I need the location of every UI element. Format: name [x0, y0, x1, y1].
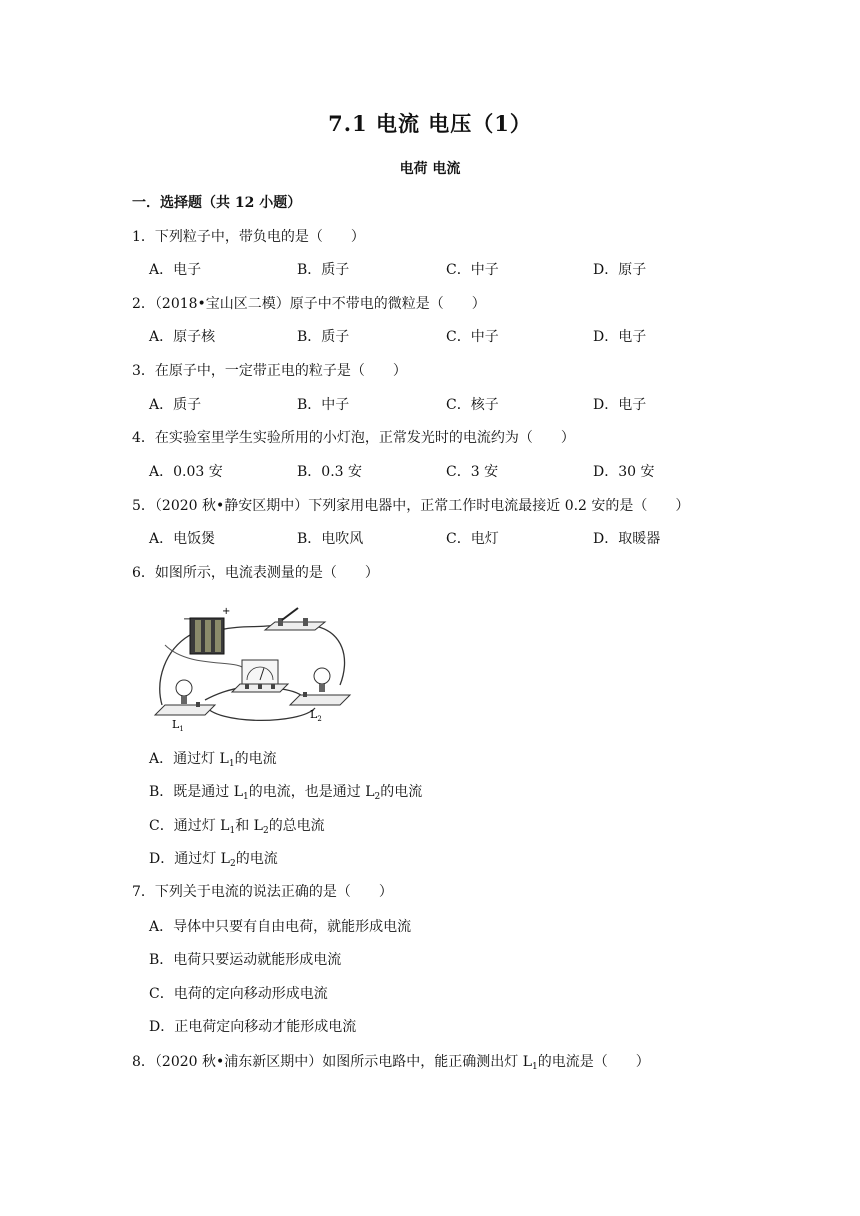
page-title: 7.1 电流 电压（1）	[328, 111, 532, 136]
circuit-figure	[150, 600, 360, 735]
question-7-option-a: A．导体中只要有自由电荷，就能形成电流	[149, 919, 412, 935]
question-7-option-d: D．正电荷定向移动才能形成电流	[149, 1019, 357, 1035]
question-4-stem: 4．在实验室里学生实验所用的小灯泡，正常发光时的电流约为（ ）	[132, 430, 575, 446]
question-2-option-a: A．原子核	[149, 329, 216, 345]
question-2-stem: 2．（2018•宝山区二模）原子中不带电的微粒是（ ）	[132, 296, 486, 312]
switch	[265, 608, 325, 630]
question-3-option-a: A．质子	[149, 397, 202, 413]
battery-minus-label: −	[183, 614, 192, 625]
question-4-option-a: A．0.03 安	[149, 464, 223, 480]
battery-plus-label: +	[222, 606, 231, 617]
question-1-option-d: D．原子	[593, 262, 647, 278]
question-3-option-d: D．电子	[593, 397, 647, 413]
lamp-l2-label: $L_2$	[310, 708, 322, 723]
circuit-diagram	[150, 600, 360, 735]
question-4-option-c: C．3 安	[446, 464, 499, 480]
wire-l1-to-ammeter	[205, 688, 238, 700]
question-2-option-d: D．电子	[593, 329, 647, 345]
wire-l1-to-l2-bottom	[205, 705, 315, 720]
question-3-option-c: C．核子	[446, 397, 499, 413]
section-heading: 一．选择题（共 12 小题）	[132, 195, 302, 211]
question-7-option-c: C．电荷的定向移动形成电流	[149, 986, 328, 1002]
question-5-option-b: B．电吹风	[297, 531, 364, 547]
question-3-option-b: B．中子	[297, 397, 350, 413]
question-6-option-a: A．通过灯 $L_1$的电流	[149, 751, 277, 769]
question-2-option-b: B．质子	[297, 329, 350, 345]
question-4-option-d: D．30 安	[593, 464, 655, 480]
question-1-option-a: A．电子	[149, 262, 202, 278]
question-1-stem: 1．下列粒子中，带负电的是（ ）	[132, 229, 365, 245]
question-6-option-b: B．既是通过 $L_1$的电流，也是通过 $L_2$的电流	[149, 784, 423, 802]
question-2-option-c: C．中子	[446, 329, 499, 345]
question-3-stem: 3．在原子中，一定带正电的粒子是（ ）	[132, 363, 407, 379]
question-5-option-d: D．取暖器	[593, 531, 661, 547]
question-6-option-c: C．通过灯 $L_1$和 $L_2$的总电流	[149, 818, 325, 836]
question-7-stem: 7．下列关于电流的说法正确的是（ ）	[132, 884, 393, 900]
lamp-l1-label: $L_1$	[172, 718, 184, 733]
question-7-option-b: B．电荷只要运动就能形成电流	[149, 952, 342, 968]
lamp-l1	[155, 680, 215, 715]
battery	[190, 618, 224, 654]
question-5-option-c: C．电灯	[446, 531, 499, 547]
question-4-option-b: B．0.3 安	[297, 464, 363, 480]
question-6-stem: 6．如图所示，电流表测量的是（ ）	[132, 565, 379, 581]
ammeter	[232, 660, 288, 692]
question-1-option-b: B．质子	[297, 262, 350, 278]
question-8-stem: 8．（2020 秋•浦东新区期中）如图所示电路中，能正确测出灯 $L_1$的电流是（ ）	[132, 1054, 650, 1072]
question-5-stem: 5．（2020 秋•静安区期中）下列家用电器中，正常工作时电流最接近 0.2 安的是（ ）	[132, 498, 690, 514]
question-1-option-c: C．中子	[446, 262, 499, 278]
page-subtitle: 电荷 电流	[399, 161, 461, 177]
question-5-option-a: A．电饭煲	[149, 531, 216, 547]
question-6-option-d: D．通过灯 $L_2$的电流	[149, 851, 278, 869]
lamp-l2	[290, 668, 350, 705]
